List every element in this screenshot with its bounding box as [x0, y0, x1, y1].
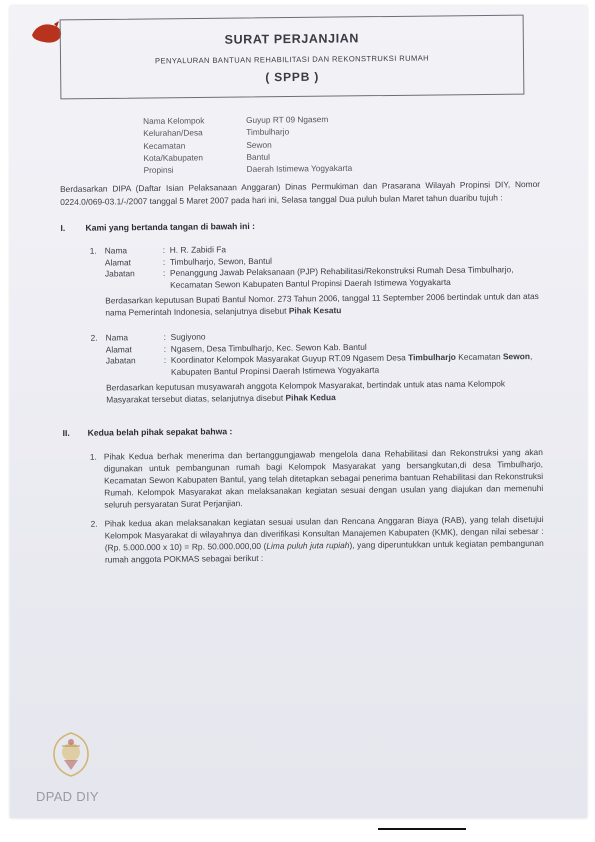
item-text: Pihak kedua akan melaksanakan kegiatan sesuai usulan dan Rencana Anggaran Biaya (RAB), yang telah disetujui Kelompok Masyarakat di wilayahnya dan diverifikasi Konsultan Manajemen Kabupaten (KMK), dengan nilai sebesar : (Rp. 5.000.000 x 10) = Rp. 50.000.000,00 (Lima puluh juta rupiah), yang diperuntukkan untuk kegiatan pembangunan rumah anggota POKMAS sebagai berikut :: [104, 513, 544, 565]
identity-row: [144, 162, 353, 176]
identity-value: Daerah Istimewa Yogyakarta: [246, 163, 353, 175]
identity-label: Kota/Kabupaten: [143, 152, 204, 163]
field-label: Nama: [105, 332, 129, 343]
archive-watermark: DPAD DIY: [36, 789, 99, 804]
identity-label: Kelurahan/Desa: [143, 127, 203, 139]
document-subtitle: PENYALURAN BANTUAN REHABILITASI DAN REKONSTRUKSI RUMAH: [154, 53, 430, 66]
identity-value: Sewon: [246, 139, 272, 150]
identity-block: [143, 113, 352, 177]
identity-label: Kecamatan: [143, 140, 186, 151]
party-name: H. R. Zabidi Fa: [169, 244, 227, 255]
title-box: [60, 15, 525, 100]
identity-label: Nama Kelompok: [143, 115, 205, 126]
party-entry: 1. Nama : H. R. Zabidi Fa Alamat : Timbulharjo, Sewon, Bantul Jabatan : Penanggung Jawab Pelaksanaan (PJP) Rehabilitasi/Rekonstruksi Rumah Desa Timbulharjo, Kecamatan Sewon Kabupaten Bantul Propinsi Daerah Istimewa Yogyakarta: [90, 241, 541, 292]
item-number: 1.: [89, 451, 97, 462]
item-text: Pihak Kedua berhak menerima dan bertanggungjawab mengelola dana Rehabilitasi dan Rekonstruksi yang akan digunakan untuk pembangunan rumah bagi Kelompok Masyarakat yang bersangkutan,di desa Timbulharjo, Kecamatan Sewon Kabupaten Bantul, yang telah ditetapkan sebagai penerima bantuan Rehabilitasi dan Rekonstruksi Rumah. Kelompok Masyarakat akan melaksanakan kegiatan sesuai dengan usulan yang diajukan dan memenuhi seluruh persyaratan Surat Perjanjian.: [103, 446, 544, 510]
section-number: II.: [62, 427, 70, 438]
section-title: Kami yang bertanda tangan di bawah ini :: [85, 220, 256, 233]
section-number: I.: [60, 222, 66, 233]
field-label: Alamat: [104, 256, 131, 268]
party-position: Koordinator Kelompok Masyarakat Guyup RT.09 Ngasem Desa Timbulharjo Kecamatan Sewon, Kabupaten Bantul Propinsi Daerah Istimewa Yogyakarta: [170, 351, 533, 377]
identity-value: Bantul: [246, 151, 271, 162]
party-role: Pihak Kesatu: [288, 305, 342, 316]
agreement-item: [91, 513, 544, 566]
document-title: SURAT PERJANJIAN: [224, 31, 360, 47]
section-heading: [60, 218, 540, 233]
identity-value: Guyup RT 09 Ngasem: [246, 114, 329, 125]
party-number: 1.: [89, 245, 97, 256]
agreement-item: [90, 446, 544, 511]
party-number: 2.: [90, 332, 98, 343]
party-position: Penanggung Jawab Pelaksanaan (PJP) Rehabilitasi/Rekonstruksi Rumah Desa Timbulharjo, Kecamatan Sewon Kabupaten Bantul Propinsi Daerah Istimewa Yogyakarta: [169, 264, 514, 290]
document-body: [60, 178, 544, 566]
field-label: Jabatan: [105, 355, 136, 366]
government-seal-logo-icon: [50, 730, 92, 778]
party-entry: 2. Nama : Sugiyono Alamat : Ngasem, Desa Timbulharjo, Kec. Sewon Kab. Bantul Jabatan : Koordinator Kelompok Masyarakat Guyup RT.09 Ngasem Desa Timbulharjo Kecamatan Sewon, Kabupaten Bantul Propinsi Daerah Istimewa Yogyakarta: [91, 328, 542, 379]
identity-label: Propinsi: [143, 164, 174, 176]
party-role: Pihak Kedua: [285, 392, 336, 403]
party-name: Sugiyono: [170, 331, 206, 342]
party-address: Ngasem, Desa Timbulharjo, Kec. Sewon Kab. Bantul: [170, 341, 367, 354]
document-code: ( SPPB ): [265, 69, 320, 85]
field-label: Nama: [104, 245, 128, 256]
identity-row: [143, 113, 352, 127]
party-note-text: Berdasarkan keputusan Bupati Bantul Nomor. 273 Tahun 2006, tanggal 11 September 2006 bertindak untuk dan atas nama Pemerintah Indonesia, selanjutnya disebut: [105, 290, 539, 318]
field-label: Alamat: [105, 343, 132, 355]
section-title: Kedua belah pihak sepakat bahwa :: [87, 426, 233, 438]
identity-value: Timbulharjo: [246, 126, 290, 138]
bottom-rule-divider: [378, 828, 466, 830]
party-note-text: Berdasarkan keputusan musyawarah anggota Kelompok Masyarakat, bertindak untuk atas nama Kelompok Masyarakat tersebut diatas, selanjutnya disebut: [106, 378, 506, 405]
party-address: Timbulharjo, Sewon, Bantul: [169, 255, 272, 267]
field-label: Jabatan: [104, 268, 135, 279]
item-number: 2.: [90, 518, 98, 529]
intro-paragraph: Berdasarkan DIPA (Daftar Isian Pelaksanaan Anggaran) Dinas Permukiman dan Prasarana Wilayah Propinsi DIY, Nomor 0224.0/069-03.1/-/2007 tanggal 5 Maret 2007 pada hari ini, Selasa tanggal Dua puluh bulan Maret tahun duaribu tujuh :: [60, 178, 541, 207]
